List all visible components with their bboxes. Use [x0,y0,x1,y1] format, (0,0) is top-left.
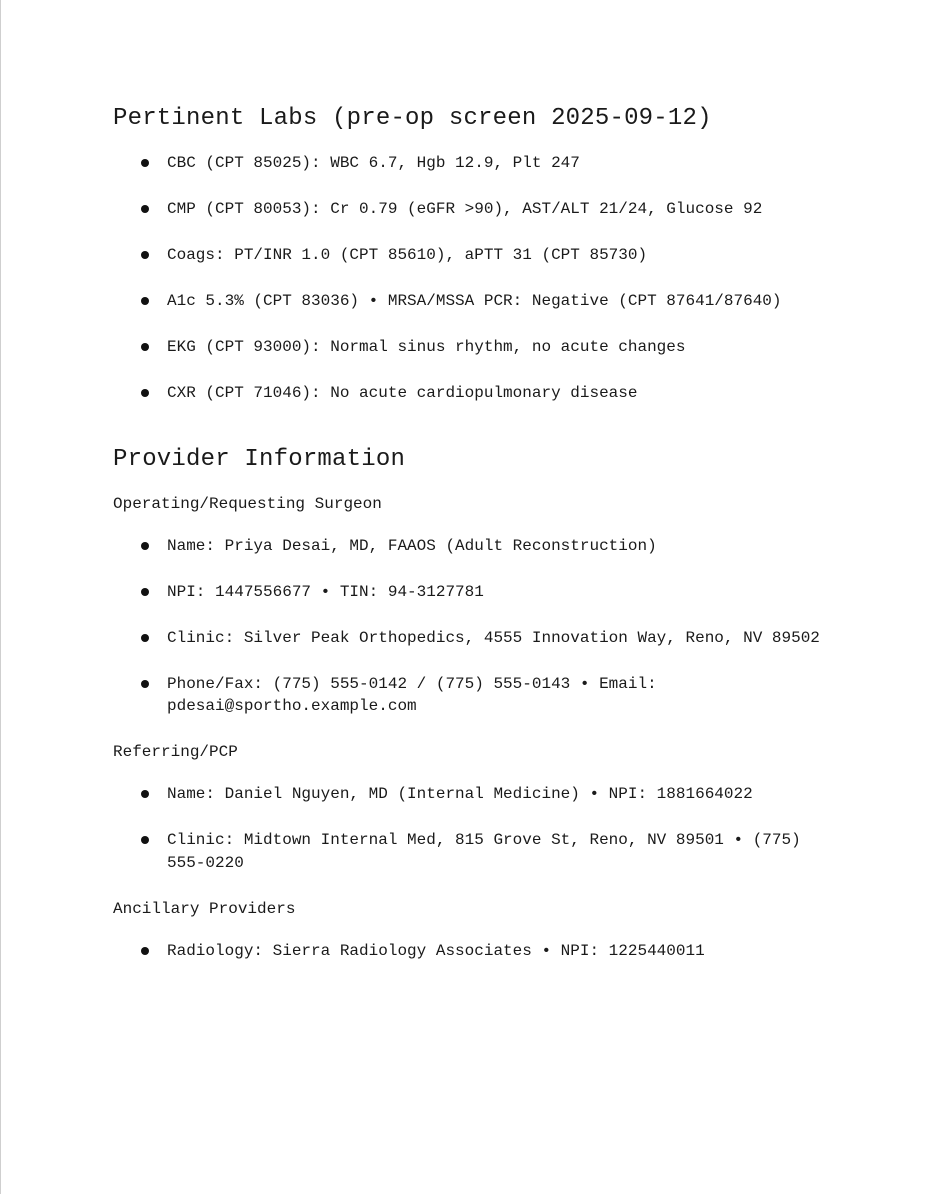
labs-heading: Pertinent Labs (pre-op screen 2025-09-12) [113,105,712,132]
list-item: CXR (CPT 71046): No acute cardiopulmonary disease [113,382,833,405]
referring-list [113,783,833,874]
referring-subheading: Referring/PCP [113,743,238,761]
list-item: EKG (CPT 93000): Normal sinus rhythm, no acute changes [113,336,833,359]
list-item: Clinic: Midtown Internal Med, 815 Grove St, Reno, NV 89501 • (775) 555-0220 [113,829,833,874]
list-item: A1c 5.3% (CPT 83036) • MRSA/MSSA PCR: Negative (CPT 87641/87640) [113,290,833,313]
list-item: Radiology: Sierra Radiology Associates • NPI: 1225440011 [113,940,833,963]
document-page [113,104,833,986]
list-item: Clinic: Silver Peak Orthopedics, 4555 Innovation Way, Reno, NV 89502 [113,627,833,650]
provider-heading: Provider Information [113,445,406,473]
list-item: CMP (CPT 80053): Cr 0.79 (eGFR >90), AST/ALT 21/24, Glucose 92 [113,198,833,221]
list-item: Name: Priya Desai, MD, FAAOS (Adult Reconstruction) [113,535,833,558]
surgeon-list [113,535,833,718]
surgeon-subheading: Operating/Requesting Surgeon [113,494,382,513]
ancillary-subheading: Ancillary Providers [113,899,296,918]
labs-list [113,152,833,405]
list-item: Phone/Fax: (775) 555-0142 / (775) 555-0143 • Email: pdesai@sportho.example.com [113,673,833,718]
ancillary-list [113,940,833,963]
labs-section [113,104,833,405]
list-item: NPI: 1447556677 • TIN: 94-3127781 [113,581,833,604]
list-item: Name: Daniel Nguyen, MD (Internal Medicine) • NPI: 1881664022 [113,783,833,806]
surgeon-block [113,493,833,718]
page-left-border [0,0,1,1194]
provider-section [113,445,833,963]
list-item: CBC (CPT 85025): WBC 6.7, Hgb 12.9, Plt 247 [113,152,833,175]
list-item: Coags: PT/INR 1.0 (CPT 85610), aPTT 31 (CPT 85730) [113,244,833,267]
ancillary-block [113,898,833,963]
referring-block [113,741,833,874]
